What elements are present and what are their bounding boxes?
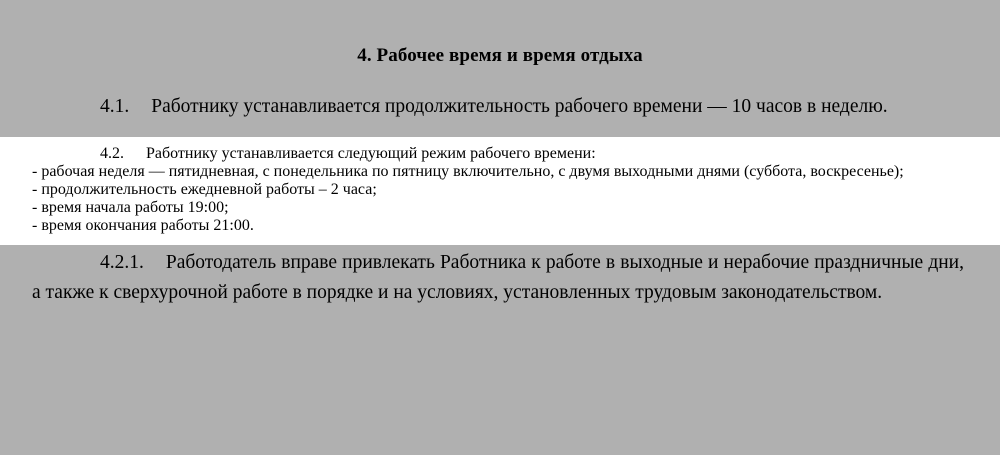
paragraph-4-1-number: 4.1. [100,96,130,117]
paragraph-4-2-1 [32,248,964,308]
paragraph-4-1-block [0,92,1000,122]
paragraph-4-2-1-text: Работодатель вправе привлекать Работника к работе в выходные и нерабочие праздничные дни, а также к сверхурочной работе в порядке и на условиях, установленных трудовым законодательством. [32,252,964,303]
clause-item-3: - время начала работы 19:00; [32,199,229,216]
clause-item-4: - время окончания работы 21:00. [32,217,254,234]
clause-item-2: - продолжительность ежедневной работы – 2 часа; [32,181,377,198]
paragraph-4-1 [32,92,964,122]
clause-item-1: - рабочая неделя — пятидневная, с понедельника по пятницу включительно, с двумя выходными днями (суббота, воскресенье); [32,163,904,180]
paragraph-4-1-text: Работнику устанавливается продолжительность рабочего времени — 10 часов в неделю. [151,96,888,117]
highlighted-clause-box [0,137,1000,245]
paragraph-4-2-number: 4.2. [100,145,124,162]
paragraph-4-2-lead [32,145,964,163]
paragraph-4-2-1-block [0,248,1000,308]
paragraph-4-2-lead-text: Работнику устанавливается следующий режим рабочего времени: [146,145,596,162]
paragraph-4-2-1-number: 4.2.1. [100,252,144,273]
page-title: 4. Рабочее время и время отдыха [357,45,643,66]
